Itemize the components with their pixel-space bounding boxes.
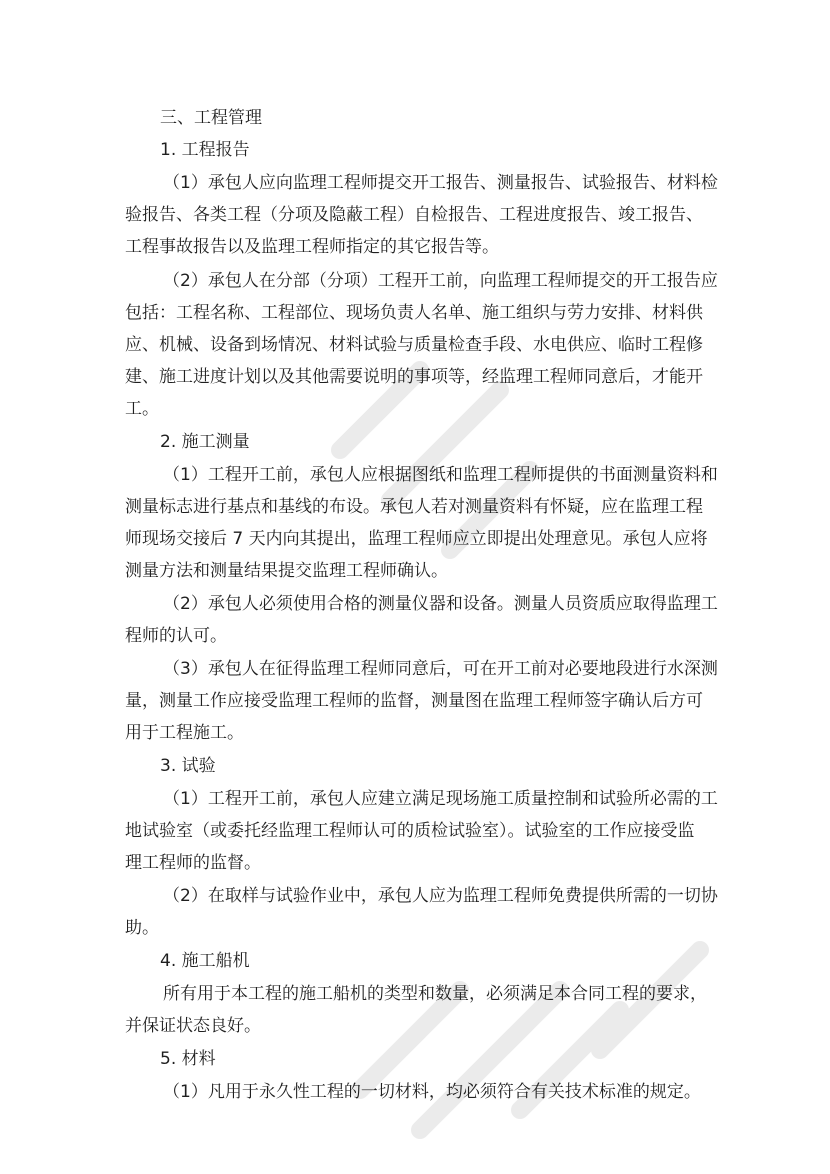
paragraph-line: 验报告、各类工程（分项及隐蔽工程）自检报告、工程进度报告、竣工报告、 — [125, 205, 703, 225]
paragraph-line: 助。 — [125, 918, 159, 938]
paragraph-line: 工。 — [125, 399, 159, 419]
subsection-heading: 5. 材料 — [160, 1049, 216, 1069]
paragraph-line: （2）承包人必须使用合格的测量仪器和设备。测量人员资质应取得监理工 — [163, 594, 718, 614]
paragraph-line: （1）工程开工前，承包人应根据图纸和监理工程师提供的书面测量资料和 — [163, 465, 718, 485]
subsection-heading: 3. 试验 — [160, 756, 216, 776]
paragraph-line: 并保证状态良好。 — [125, 1016, 261, 1036]
paragraph-line: （2）承包人在分部（分项）工程开工前，向监理工程师提交的开工报告应 — [163, 271, 718, 291]
paragraph-line: 用于工程施工。 — [125, 723, 244, 743]
paragraph-line: 应、机械、设备到场情况、材料试验与质量检查手段、水电供应、临时工程修 — [125, 335, 703, 355]
paragraph-line: 工程事故报告以及监理工程师指定的其它报告等。 — [125, 237, 499, 257]
paragraph-line: 建、施工进度计划以及其他需要说明的事项等，经监理工程师同意后，才能开 — [125, 367, 703, 387]
section-title: 三、工程管理 — [160, 108, 262, 128]
paragraph-line: （1）承包人应向监理工程师提交开工报告、测量报告、试验报告、材料检 — [163, 173, 718, 193]
subsection-heading: 4. 施工船机 — [160, 951, 250, 971]
paragraph-line: 包括：工程名称、工程部位、现场负责人名单、施工组织与劳力安排、材料供 — [125, 303, 703, 323]
subsection-heading: 2. 施工测量 — [160, 432, 250, 452]
paragraph-line: 地试验室（或委托经监理工程师认可的质检试验室）。试验室的工作应接受监 — [125, 821, 695, 841]
paragraph-line: （1）工程开工前，承包人应建立满足现场施工质量控制和试验所必需的工 — [163, 789, 718, 809]
watermark-graphic — [300, 330, 720, 1150]
paragraph-line: （2）在取样与试验作业中，承包人应为监理工程师免费提供所需的一切协 — [163, 886, 718, 906]
paragraph-line: 测量标志进行基点和基线的布设。承包人若对测量资料有怀疑，应在监理工程 — [125, 497, 703, 517]
paragraph-line: 师现场交接后 7 天内向其提出，监理工程师应立即提出处理意见。承包人应将 — [125, 529, 708, 549]
paragraph-line: （3）承包人在征得监理工程师同意后，可在开工前对必要地段进行水深测 — [163, 659, 718, 679]
paragraph-line: 所有用于本工程的施工船机的类型和数量，必须满足本合同工程的要求， — [163, 984, 707, 1004]
subsection-heading: 1. 工程报告 — [160, 140, 250, 160]
paragraph-line: 量，测量工作应接受监理工程师的监督，测量图在监理工程师签字确认后方可 — [125, 691, 703, 711]
paragraph-line: 测量方法和测量结果提交监理工程师确认。 — [125, 561, 448, 581]
paragraph-line: 程师的认可。 — [125, 626, 227, 646]
paragraph-line: （1）凡用于永久性工程的一切材料，均必须符合有关技术标准的规定。 — [163, 1082, 701, 1102]
paragraph-line: 理工程师的监督。 — [125, 853, 261, 873]
